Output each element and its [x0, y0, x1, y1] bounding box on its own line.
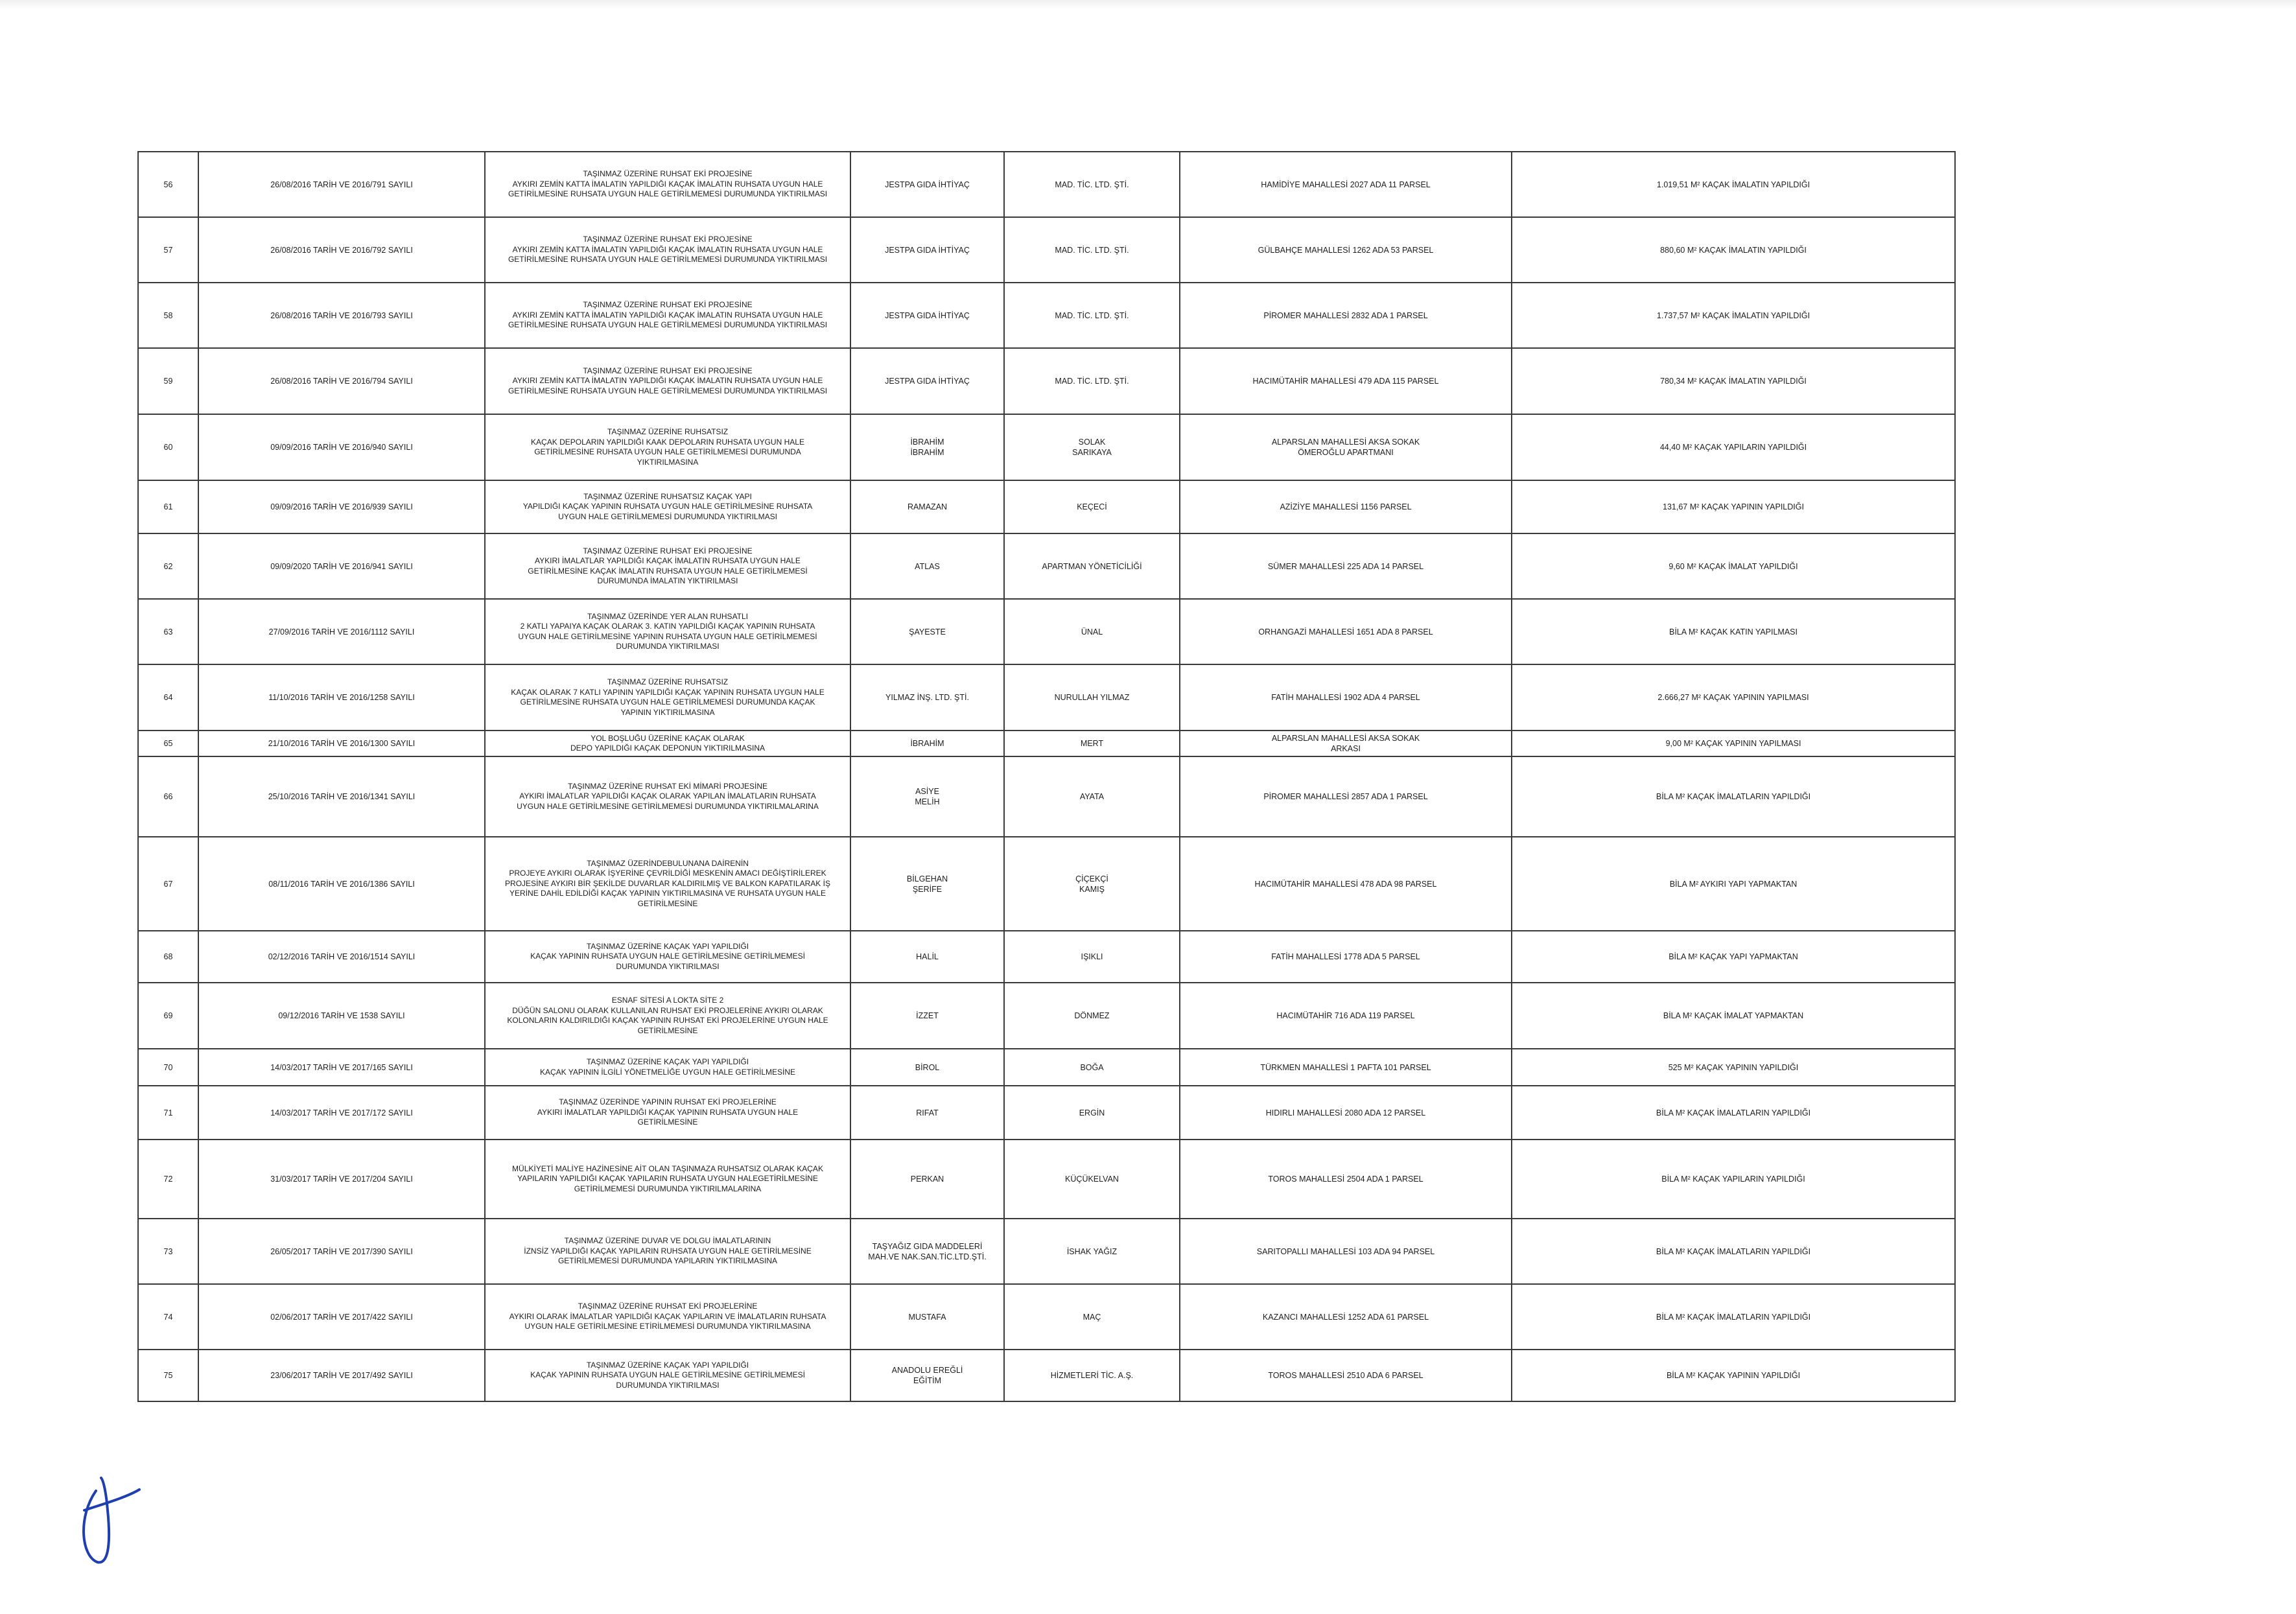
owner-surname: MAD. TİC. LTD. ŞTİ. [1004, 217, 1180, 283]
decision-date-number: 26/08/2016 TARİH VE 2016/793 SAYILI [198, 283, 485, 348]
violation-description: TAŞINMAZ ÜZERİNE RUHSAT EKİ PROJESİNE AYKIRI ZEMİN KATTA İMALATIN YAPILDIĞI KAÇAK İMALATIN RUHSATA UYGUN HALE GETİRİLMESİNE RUHSATA UYGUN HALE GETİRİLMEMESİ DURUMUNDA YIKTIRILMASI [485, 217, 850, 283]
table-row [138, 152, 1955, 217]
parcel-location: ALPARSLAN MAHALLESİ AKSA SOKAK ÖMEROĞLU APARTMANI [1180, 414, 1512, 480]
owner-name: TAŞYAĞIZ GIDA MADDELERİ MAH.VE NAK.SAN.TİC.LTD.ŞTİ. [850, 1219, 1004, 1284]
table-row [138, 1140, 1955, 1219]
parcel-location: KAZANCI MAHALLESİ 1252 ADA 61 PARSEL [1180, 1284, 1512, 1350]
owner-name: JESTPA GIDA İHTİYAÇ [850, 217, 1004, 283]
decision-date-number: 09/12/2016 TARİH VE 1538 SAYILI [198, 983, 485, 1049]
owner-surname: KÜÇÜKELVAN [1004, 1140, 1180, 1219]
decision-date-number: 26/08/2016 TARİH VE 2016/792 SAYILI [198, 217, 485, 283]
table-row [138, 533, 1955, 599]
owner-name: PERKAN [850, 1140, 1004, 1219]
row-number: 73 [138, 1219, 198, 1284]
owner-name: RAMAZAN [850, 480, 1004, 533]
decision-date-number: 11/10/2016 TARİH VE 2016/1258 SAYILI [198, 664, 485, 731]
decision-date-number: 26/08/2016 TARİH VE 2016/791 SAYILI [198, 152, 485, 217]
owner-surname: MAD. TİC. LTD. ŞTİ. [1004, 283, 1180, 348]
owner-name: İZZET [850, 983, 1004, 1049]
owner-name: BİROL [850, 1049, 1004, 1086]
violation-result: 1.019,51 M² KAÇAK İMALATIN YAPILDIĞI [1512, 152, 1955, 217]
row-number: 59 [138, 348, 198, 414]
violation-description: TAŞINMAZ ÜZERİNE KAÇAK YAPI YAPILDIĞI KAÇAK YAPININ RUHSATA UYGUN HALE GETİRİLMESİNE GETİRİLMEMESİ DURUMUNDA YIKTIRILMASI [485, 1350, 850, 1401]
decision-date-number: 02/12/2016 TARİH VE 2016/1514 SAYILI [198, 931, 485, 983]
parcel-location: ORHANGAZİ MAHALLESİ 1651 ADA 8 PARSEL [1180, 599, 1512, 664]
owner-surname: MAD. TİC. LTD. ŞTİ. [1004, 152, 1180, 217]
decision-date-number: 14/03/2017 TARİH VE 2017/172 SAYILI [198, 1086, 485, 1140]
owner-name: JESTPA GIDA İHTİYAÇ [850, 152, 1004, 217]
violation-result: BİLA M² KAÇAK YAPI YAPMAKTAN [1512, 931, 1955, 983]
demolition-register-table [137, 151, 1956, 1402]
row-number: 64 [138, 664, 198, 731]
owner-surname: KEÇECİ [1004, 480, 1180, 533]
row-number: 71 [138, 1086, 198, 1140]
violation-description: TAŞINMAZ ÜZERİNE RUHSATSIZ KAÇAK YAPI YAPILDIĞI KAÇAK YAPININ RUHSATA UYGUN HALE GETİRİLMESİNE RUHSATA UYGUN HALE GETİRİLMEMESİ DURUMUNDA YIKTIRILMASI [485, 480, 850, 533]
parcel-location: FATİH MAHALLESİ 1778 ADA 5 PARSEL [1180, 931, 1512, 983]
owner-surname: HİZMETLERİ TİC. A.Ş. [1004, 1350, 1180, 1401]
row-number: 69 [138, 983, 198, 1049]
parcel-location: FATİH MAHALLESİ 1902 ADA 4 PARSEL [1180, 664, 1512, 731]
row-number: 61 [138, 480, 198, 533]
owner-name: JESTPA GIDA İHTİYAÇ [850, 283, 1004, 348]
owner-name: JESTPA GIDA İHTİYAÇ [850, 348, 1004, 414]
row-number: 57 [138, 217, 198, 283]
table-row [138, 414, 1955, 480]
table-row [138, 283, 1955, 348]
owner-surname: SOLAK SARIKAYA [1004, 414, 1180, 480]
violation-description: TAŞINMAZ ÜZERİNE RUHSAT EKİ PROJESİNE AYKIRI ZEMİN KATTA İMALATIN YAPILDIĞI KAÇAK İMALATIN RUHSATA UYGUN HALE GETİRİLMESİNE RUHSATA UYGUN HALE GETİRİLMEMESİ DURUMUNDA YIKTIRILMASI [485, 283, 850, 348]
violation-description: TAŞINMAZ ÜZERİNE KAÇAK YAPI YAPILDIĞI KAÇAK YAPININ İLGİLİ YÖNETMELİĞE UYGUN HALE GETİRİLMESİNE [485, 1049, 850, 1086]
violation-result: 131,67 M² KAÇAK YAPININ YAPILDIĞI [1512, 480, 1955, 533]
parcel-location: SÜMER MAHALLESİ 225 ADA 14 PARSEL [1180, 533, 1512, 599]
violation-result: BİLA M² KAÇAK İMALAT YAPMAKTAN [1512, 983, 1955, 1049]
table-row [138, 217, 1955, 283]
parcel-location: TÜRKMEN MAHALLESİ 1 PAFTA 101 PARSEL [1180, 1049, 1512, 1086]
violation-description: YOL BOŞLUĞU ÜZERİNE KAÇAK OLARAK DEPO YAPILDIĞI KAÇAK DEPONUN YIKTIRILMASINA [485, 731, 850, 756]
parcel-location: HACIMÜTAHİR 716 ADA 119 PARSEL [1180, 983, 1512, 1049]
decision-date-number: 09/09/2016 TARİH VE 2016/940 SAYILI [198, 414, 485, 480]
table-row [138, 1086, 1955, 1140]
handwritten-signature [65, 1465, 156, 1569]
owner-name: İBRAHİM [850, 731, 1004, 756]
table-row [138, 756, 1955, 837]
parcel-location: ALPARSLAN MAHALLESİ AKSA SOKAK ARKASI [1180, 731, 1512, 756]
decision-date-number: 27/09/2016 TARİH VE 2016/1112 SAYILI [198, 599, 485, 664]
owner-surname: DÖNMEZ [1004, 983, 1180, 1049]
owner-surname: İSHAK YAĞIZ [1004, 1219, 1180, 1284]
violation-description: TAŞINMAZ ÜZERİNE RUHSAT EKİ PROJESİNE AYKIRI ZEMİN KATTA İMALATIN YAPILDIĞI KAÇAK İMALATIN RUHSATA UYGUN HALE GETİRİLMESİNE RUHSATA UYGUN HALE GETİRİLMEMESİ DURUMUNDA YIKTIRILMASI [485, 152, 850, 217]
violation-result: BİLA M² KAÇAK YAPININ YAPILDIĞI [1512, 1350, 1955, 1401]
row-number: 72 [138, 1140, 198, 1219]
parcel-location: AZİZİYE MAHALLESİ 1156 PARSEL [1180, 480, 1512, 533]
owner-name: ŞAYESTE [850, 599, 1004, 664]
decision-date-number: 25/10/2016 TARİH VE 2016/1341 SAYILI [198, 756, 485, 837]
parcel-location: TOROS MAHALLESİ 2510 ADA 6 PARSEL [1180, 1350, 1512, 1401]
violation-description: TAŞINMAZ ÜZERİNE RUHSAT EKİ PROJESİNE AYKIRI İMALATLAR YAPILDIĞI KAÇAK İMALATIN RUHSATA UYGUN HALE GETİRİLMESİNE KAÇAK İMALATIN RUHSATA UYGUN HALE GETİRİLMEMESİ DURUMUNDA İMALATIN YIKTIRILMASI [485, 533, 850, 599]
decision-date-number: 08/11/2016 TARİH VE 2016/1386 SAYILI [198, 837, 485, 931]
table-row [138, 664, 1955, 731]
parcel-location: HACIMÜTAHİR MAHALLESİ 478 ADA 98 PARSEL [1180, 837, 1512, 931]
owner-name: HALİL [850, 931, 1004, 983]
owner-surname: BOĞA [1004, 1049, 1180, 1086]
table-row [138, 1049, 1955, 1086]
owner-name: BİLGEHAN ŞERİFE [850, 837, 1004, 931]
parcel-location: GÜLBAHÇE MAHALLESİ 1262 ADA 53 PARSEL [1180, 217, 1512, 283]
decision-date-number: 09/09/2016 TARİH VE 2016/939 SAYILI [198, 480, 485, 533]
violation-result: 780,34 M² KAÇAK İMALATIN YAPILDIĞI [1512, 348, 1955, 414]
row-number: 68 [138, 931, 198, 983]
table-row [138, 931, 1955, 983]
parcel-location: PİROMER MAHALLESİ 2832 ADA 1 PARSEL [1180, 283, 1512, 348]
violation-result: 2.666,27 M² KAÇAK YAPININ YAPILMASI [1512, 664, 1955, 731]
violation-description: TAŞINMAZ ÜZERİNDE YER ALAN RUHSATLI 2 KATLI YAPAIYA KAÇAK OLARAK 3. KATIN YAPILDIĞI KAÇAK YAPININ RUHSATA UYGUN HALE GETİRİLMESİNE YAPININ RUHSATA UYGUN HALE GETİRİLMEMESİ DURUMUNDA YIKTIRILMASI [485, 599, 850, 664]
decision-date-number: 26/05/2017 TARİH VE 2017/390 SAYILI [198, 1219, 485, 1284]
violation-description: TAŞINMAZ ÜZERİNDEBULUNANA DAİRENİN PROJEYE AYKIRI OLARAK İŞYERİNE ÇEVRİLDİĞİ MESKENİN AMACI DEĞİŞTİRİLEREK PROJESİNE AYKIRI BİR ŞEKİLDE DUVARLAR KALDIRILMIŞ VE BALKON KAPATILARAK İŞ YERİNE DAHİL EDİLDİĞİ KAÇAK YAPININ YIKTIRILMASINA VE RUHSATA UYGUN HALE GETİRİLMESİNE [485, 837, 850, 931]
owner-name: ANADOLU EREĞLİ EĞİTİM [850, 1350, 1004, 1401]
table-row [138, 837, 1955, 931]
violation-result: BİLA M² KAÇAK YAPILARIN YAPILDIĞI [1512, 1140, 1955, 1219]
violation-result: BİLA M² KAÇAK İMALATLARIN YAPILDIĞI [1512, 756, 1955, 837]
owner-name: RIFAT [850, 1086, 1004, 1140]
violation-result: 1.737,57 M² KAÇAK İMALATIN YAPILDIĞI [1512, 283, 1955, 348]
violation-description: TAŞINMAZ ÜZERİNE RUHSAT EKİ PROJESİNE AYKIRI ZEMİN KATTA İMALATIN YAPILDIĞI KAÇAK İMALATIN RUHSATA UYGUN HALE GETİRİLMESİNE RUHSATA UYGUN HALE GETİRİLMEMESİ DURUMUNDA YIKTIRILMASI [485, 348, 850, 414]
decision-date-number: 14/03/2017 TARİH VE 2017/165 SAYILI [198, 1049, 485, 1086]
row-number: 75 [138, 1350, 198, 1401]
violation-result: 880,60 M² KAÇAK İMALATIN YAPILDIĞI [1512, 217, 1955, 283]
violation-result: 44,40 M² KAÇAK YAPILARIN YAPILDIĞI [1512, 414, 1955, 480]
parcel-location: SARITOPALLI MAHALLESİ 103 ADA 94 PARSEL [1180, 1219, 1512, 1284]
row-number: 56 [138, 152, 198, 217]
table-row [138, 480, 1955, 533]
table-row [138, 1350, 1955, 1401]
owner-surname: MERT [1004, 731, 1180, 756]
violation-description: MÜLKİYETİ MALİYE HAZİNESİNE AİT OLAN TAŞINMAZA RUHSATSIZ OLARAK KAÇAK YAPILARIN YAPILDIĞI KAÇAK YAPILARIN RUHSATA UYGUN HALEGETİRİLMESİNE GETİRİLMEMESİ DURUMUNDA YIKTIRILMALARINA [485, 1140, 850, 1219]
row-number: 62 [138, 533, 198, 599]
table-row [138, 599, 1955, 664]
violation-description: TAŞINMAZ ÜZERİNDE YAPININ RUHSAT EKİ PROJELERİNE AYKIRI İMALATLAR YAPILDIĞI KAÇAK YAPININ RUHSATA UYGUN HALE GETİRİLMESİNE [485, 1086, 850, 1140]
violation-description: TAŞINMAZ ÜZERİNE RUHSAT EKİ MİMARİ PROJESİNE AYKIRI İMALATLAR YAPILDIĞI KAÇAK OLARAK YAPILAN İMALATLARIN RUHSATA UYGUN HALE GETİRİLMESİNE GETİRİLMEMESİ DURUMUNDA YIKTIRILMALARINA [485, 756, 850, 837]
owner-surname: ÇİÇEKÇİ KAMIŞ [1004, 837, 1180, 931]
row-number: 60 [138, 414, 198, 480]
parcel-location: HACIMÜTAHİR MAHALLESİ 479 ADA 115 PARSEL [1180, 348, 1512, 414]
owner-surname: APARTMAN YÖNETİCİLİĞİ [1004, 533, 1180, 599]
table-row [138, 348, 1955, 414]
owner-surname: IŞIKLI [1004, 931, 1180, 983]
table-row [138, 731, 1955, 756]
row-number: 65 [138, 731, 198, 756]
owner-surname: MAD. TİC. LTD. ŞTİ. [1004, 348, 1180, 414]
page-edge [0, 0, 2296, 9]
parcel-location: TOROS MAHALLESİ 2504 ADA 1 PARSEL [1180, 1140, 1512, 1219]
row-number: 74 [138, 1284, 198, 1350]
row-number: 70 [138, 1049, 198, 1086]
decision-date-number: 31/03/2017 TARİH VE 2017/204 SAYILI [198, 1140, 485, 1219]
owner-name: ASİYE MELİH [850, 756, 1004, 837]
owner-name: MUSTAFA [850, 1284, 1004, 1350]
owner-surname: MAÇ [1004, 1284, 1180, 1350]
violation-description: TAŞINMAZ ÜZERİNE RUHSATSIZ KAÇAK DEPOLARIN YAPILDIĞI KAAK DEPOLARIN RUHSATA UYGUN HALE GETİRİLMESİNE RUHSATA UYGUN HALE GETİRİLMEMESİ DURUMUNDA YIKTIRILMASINA [485, 414, 850, 480]
owner-name: ATLAS [850, 533, 1004, 599]
owner-surname: NURULLAH YILMAZ [1004, 664, 1180, 731]
violation-description: TAŞINMAZ ÜZERİNE RUHSAT EKİ PROJELERİNE AYKIRI OLARAK İMALATLAR YAPILDIĞI KAÇAK YAPILARIN VE İMALATLARIN RUHSATA UYGUN HALE GETİRİLMESİNE ETİRİLMEMESİ DURUMUNDA YIKTIRILMASINA [485, 1284, 850, 1350]
parcel-location: HIDIRLI MAHALLESİ 2080 ADA 12 PARSEL [1180, 1086, 1512, 1140]
violation-result: BİLA M² KAÇAK İMALATLARIN YAPILDIĞI [1512, 1219, 1955, 1284]
decision-date-number: 23/06/2017 TARİH VE 2017/492 SAYILI [198, 1350, 485, 1401]
decision-date-number: 26/08/2016 TARİH VE 2016/794 SAYILI [198, 348, 485, 414]
owner-surname: ÜNAL [1004, 599, 1180, 664]
owner-name: YILMAZ İNŞ. LTD. ŞTİ. [850, 664, 1004, 731]
violation-result: 525 M² KAÇAK YAPININ YAPILDIĞI [1512, 1049, 1955, 1086]
parcel-location: HAMİDİYE MAHALLESİ 2027 ADA 11 PARSEL [1180, 152, 1512, 217]
decision-date-number: 02/06/2017 TARİH VE 2017/422 SAYILI [198, 1284, 485, 1350]
violation-result: BİLA M² AYKIRI YAPI YAPMAKTAN [1512, 837, 1955, 931]
violation-result: BİLA M² KAÇAK İMALATLARIN YAPILDIĞI [1512, 1086, 1955, 1140]
violation-description: TAŞINMAZ ÜZERİNE RUHSATSIZ KAÇAK OLARAK 7 KATLI YAPININ YAPILDIĞI KAÇAK YAPININ RUHSATA UYGUN HALE GETİRİLMESİNE RUHSATA UYGUN HALE GETİRİLMEMESİ DURUMUNDA KAÇAK YAPININ YIKTIRILMASINA [485, 664, 850, 731]
owner-name: İBRAHİM İBRAHİM [850, 414, 1004, 480]
table-row [138, 983, 1955, 1049]
row-number: 66 [138, 756, 198, 837]
row-number: 58 [138, 283, 198, 348]
violation-description: TAŞINMAZ ÜZERİNE KAÇAK YAPI YAPILDIĞI KAÇAK YAPININ RUHSATA UYGUN HALE GETİRİLMESİNE GETİRİLMEMESİ DURUMUNDA YIKTIRILMASI [485, 931, 850, 983]
decision-date-number: 09/09/2020 TARİH VE 2016/941 SAYILI [198, 533, 485, 599]
violation-result: 9,60 M² KAÇAK İMALAT YAPILDIĞI [1512, 533, 1955, 599]
table-row [138, 1284, 1955, 1350]
parcel-location: PİROMER MAHALLESİ 2857 ADA 1 PARSEL [1180, 756, 1512, 837]
row-number: 63 [138, 599, 198, 664]
violation-description: ESNAF SİTESİ A LOKTA SİTE 2 DÜĞÜN SALONU OLARAK KULLANILAN RUHSAT EKİ PROJELERİNE AYKIRI OLARAK KOLONLARIN KALDIRILDIĞI KAÇAK YAPININ RUHSAT EKİ PROJELERİNE UYGUN HALE GETİRİLMESİNE [485, 983, 850, 1049]
violation-result: BİLA M² KAÇAK KATIN YAPILMASI [1512, 599, 1955, 664]
violation-description: TAŞINMAZ ÜZERİNE DUVAR VE DOLGU İMALATLARININ İZNSİZ YAPILDIĞI KAÇAK YAPILARIN RUHSATA UYGUN HALE GETİRİLMESİNE GETİRİLMEMESİ DURUMUNDA YAPILARIN YIKTIRILMASINA [485, 1219, 850, 1284]
owner-surname: ERGİN [1004, 1086, 1180, 1140]
violation-result: 9,00 M² KAÇAK YAPININ YAPILMASI [1512, 731, 1955, 756]
row-number: 67 [138, 837, 198, 931]
table-row [138, 1219, 1955, 1284]
owner-surname: AYATA [1004, 756, 1180, 837]
violation-result: BİLA M² KAÇAK İMALATLARIN YAPILDIĞI [1512, 1284, 1955, 1350]
decision-date-number: 21/10/2016 TARİH VE 2016/1300 SAYILI [198, 731, 485, 756]
